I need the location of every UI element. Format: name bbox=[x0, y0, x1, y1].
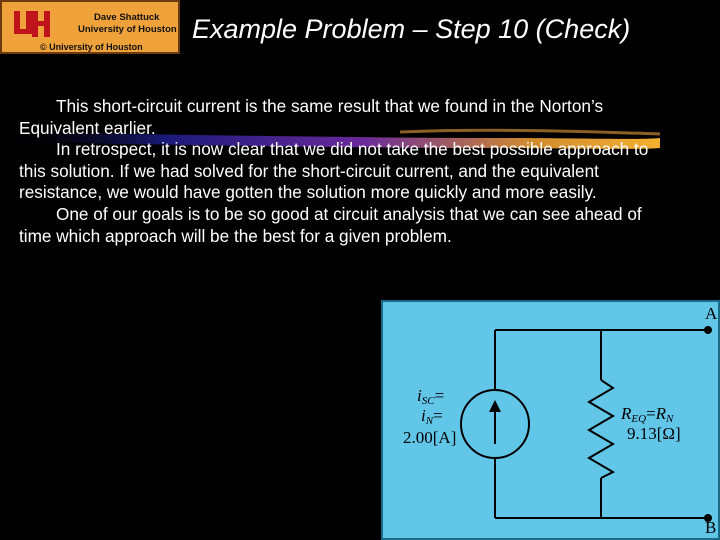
terminal-a-node bbox=[704, 326, 712, 334]
isc-label: $i_{SC}=$ bbox=[417, 386, 445, 407]
university-logo bbox=[0, 0, 180, 54]
logo-author: Dave Shattuck bbox=[94, 12, 160, 23]
paragraph-2: In retrospect, it is now clear that we did not take the best possible approach to this solution. If we had solved for the short-circuit current, and the equivalent resistance, we would have gotten the solution more quickly and more easily. bbox=[19, 139, 649, 203]
terminal-a-label: A bbox=[705, 304, 718, 323]
slide-body bbox=[19, 96, 659, 247]
paragraph-3: One of our goals is to be so good at circuit analysis that we can see ahead of time which approach will be the best for a given problem. bbox=[19, 203, 642, 246]
slide-title: Example Problem – Step 10 (Check) bbox=[192, 14, 631, 44]
req-rn-label: $R_{EQ}=R_N$ bbox=[621, 404, 674, 425]
terminal-b-label: B bbox=[705, 518, 717, 537]
norton-equivalent-circuit bbox=[381, 300, 720, 540]
uh-logo-mark bbox=[12, 8, 52, 40]
logo-copyright: © University of Houston bbox=[40, 42, 143, 52]
source-value: 2.00[A] bbox=[403, 428, 457, 447]
resistor-value: 9.13[Ω] bbox=[627, 424, 681, 443]
paragraph-1: This short-circuit current is the same result that we found in the Norton’s Equivalent earlier. bbox=[19, 96, 604, 138]
logo-university: University of Houston bbox=[78, 24, 177, 35]
in-label: $i_N=$ bbox=[421, 406, 443, 427]
